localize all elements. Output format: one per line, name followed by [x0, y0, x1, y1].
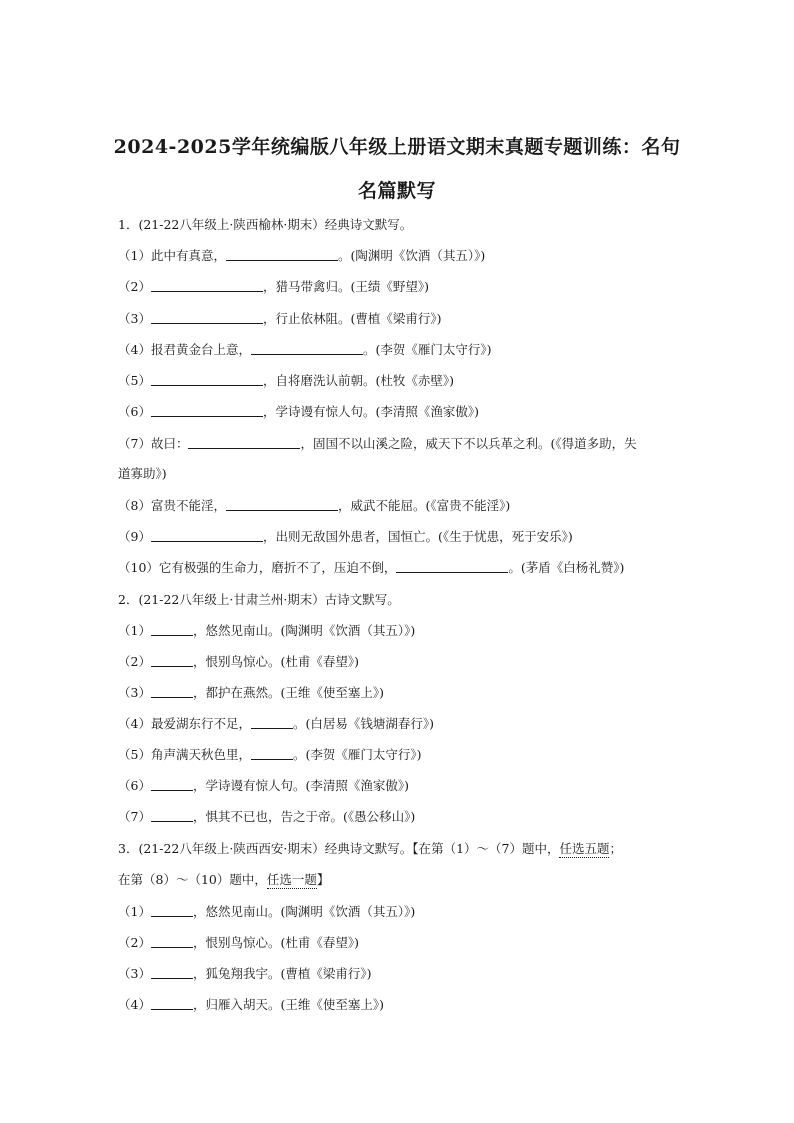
- answer-blank[interactable]: [251, 747, 293, 760]
- q1-item-3: （3） ，行止依林阻。(曹植《梁甫行》): [118, 311, 442, 326]
- title-line-2: 名篇默写: [357, 180, 436, 202]
- answer-blank[interactable]: [151, 904, 193, 917]
- answer-blank[interactable]: [151, 279, 263, 292]
- answer-blank[interactable]: [251, 342, 363, 355]
- q3-item-2: （2） ，恨别鸟惊心。(杜甫《春望》): [118, 935, 359, 950]
- q2-item-6: （6） ，学诗谩有惊人句。(李清照《渔家傲》): [118, 778, 409, 793]
- q2-item-4: （4）最爱湖东行不足， 。(白居易《钱塘湖春行》): [118, 716, 434, 731]
- q1-item-7: （7）故曰： ，固国不以山溪之险，威天下不以兵革之利。(《得道多助，失: [118, 436, 637, 451]
- answer-blank[interactable]: [226, 498, 338, 511]
- q3-item-1: （1） ，悠然见南山。(陶渊明《饮酒（其五）》): [118, 904, 416, 919]
- q1-item-6: （6） ，学诗谩有惊人句。(李清照《渔家傲》): [118, 404, 479, 419]
- answer-blank[interactable]: [151, 685, 193, 698]
- q3-item-3: （3） ，狐兔翔我宇。(曹植《梁甫行》): [118, 966, 372, 981]
- answer-blank[interactable]: [188, 436, 300, 449]
- q3-item-4: （4） ，归雁入胡天。(王维《使至塞上》): [118, 997, 384, 1012]
- q1-item-9: （9） ，出则无敌国外患者，国恒亡。(《生于忧患，死于安乐》): [118, 529, 573, 544]
- answer-blank[interactable]: [226, 248, 338, 261]
- title-line-1: 2024-2025学年统编版八年级上册语文期末真题专题训练：名句: [113, 136, 681, 158]
- q3-heading-cont: 在第（8）～（10）题中，任选一题】: [118, 872, 330, 887]
- q1-item-4: （4）报君黄金台上意， 。(李贺《雁门太守行》): [118, 342, 492, 357]
- answer-blank[interactable]: [151, 778, 193, 791]
- q1-heading: 1．(21-22八年级上·陕西榆林·期末）经典诗文默写。: [118, 217, 413, 232]
- answer-blank[interactable]: [151, 311, 263, 324]
- q2-item-1: （1） ，悠然见南山。(陶渊明《饮酒（其五）》): [118, 623, 416, 638]
- answer-blank[interactable]: [151, 529, 263, 542]
- answer-blank[interactable]: [151, 935, 193, 948]
- q1-item-7-cont: 道寡助》): [118, 466, 167, 481]
- q1-item-5: （5） ，自将磨洗认前朝。(杜牧《赤壁》): [118, 373, 454, 388]
- q2-item-3: （3） ，都护在燕然。(王维《使至塞上》): [118, 685, 384, 700]
- q1-item-10: （10）它有极强的生命力，磨折不了，压迫不倒， 。(茅盾《白杨礼赞》): [118, 560, 625, 575]
- answer-blank[interactable]: [151, 966, 193, 979]
- answer-blank[interactable]: [151, 997, 193, 1010]
- answer-blank[interactable]: [151, 809, 193, 822]
- q2-item-5: （5）角声满天秋色里， 。(李贺《雁门太守行》): [118, 747, 422, 762]
- answer-blank[interactable]: [151, 373, 263, 386]
- q2-item-2: （2） ，恨别鸟惊心。(杜甫《春望》): [118, 654, 359, 669]
- answer-blank[interactable]: [251, 716, 293, 729]
- q1-item-2: （2） ，猎马带禽归。(王绩《野望》): [118, 279, 429, 294]
- q1-item-8: （8）富贵不能淫， ，威武不能屈。(《富贵不能淫》): [118, 498, 511, 513]
- q1-item-1: （1）此中有真意， 。(陶渊明《饮酒（其五）》): [118, 248, 486, 263]
- emphasis-text: 任选一题: [266, 872, 317, 887]
- q2-item-7: （7） ，惧其不已也，告之于帝。(《愚公移山》): [118, 809, 416, 824]
- answer-blank[interactable]: [151, 404, 263, 417]
- q3-heading: 3．(21-22八年级上·陕西西安·期末）经典诗文默写。【在第（1）～（7）题中，任选五题；: [118, 841, 622, 856]
- answer-blank[interactable]: [396, 560, 508, 573]
- emphasis-text: 任选五题: [559, 841, 610, 856]
- answer-blank[interactable]: [151, 623, 193, 636]
- q2-heading: 2．(21-22八年级上·甘肃兰州·期末）古诗文默写。: [118, 592, 400, 607]
- answer-blank[interactable]: [151, 654, 193, 667]
